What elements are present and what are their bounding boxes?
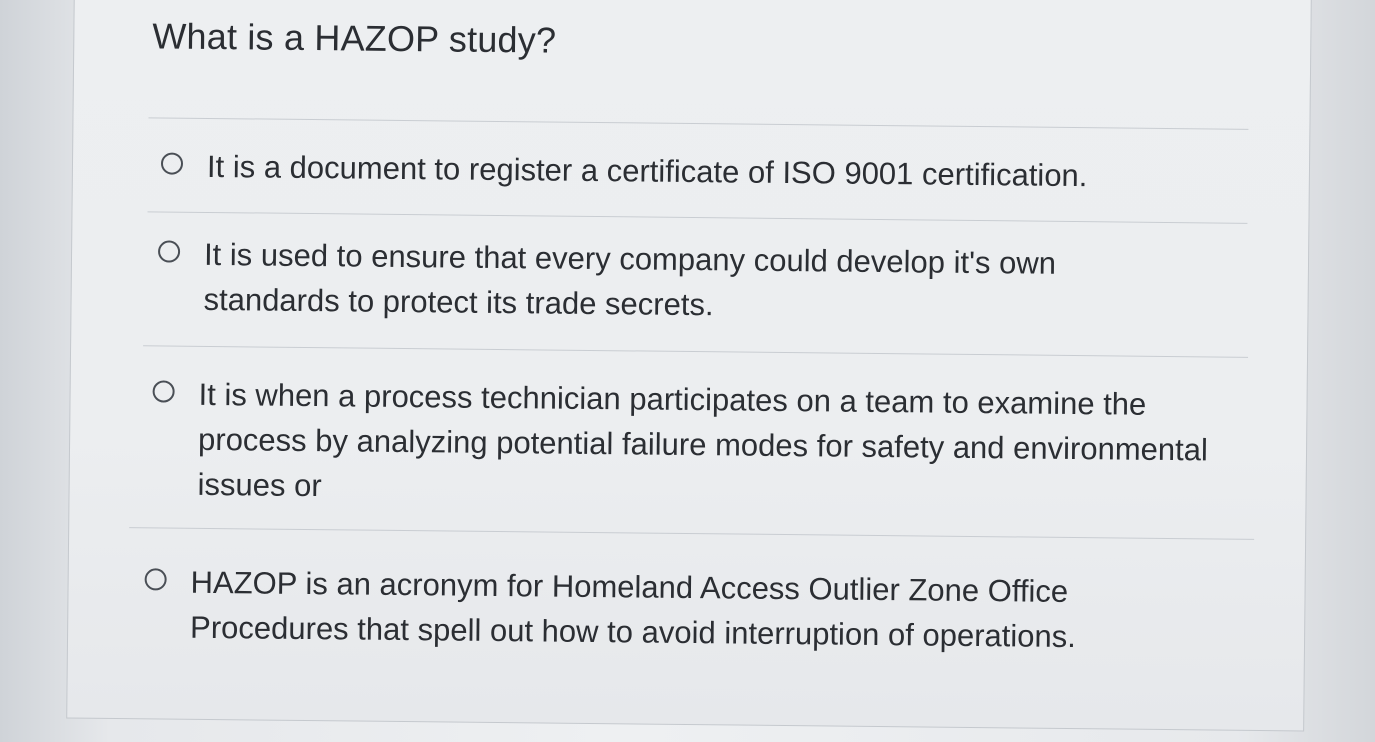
option-1-label: It is a document to register a certificate of ISO 9001 certification. — [206, 148, 1088, 194]
radio-button-icon[interactable] — [145, 568, 167, 590]
option-2-label: It is used to ensure that every company could develop it's own standards to protect its trade secrets. — [203, 236, 1057, 323]
divider — [143, 345, 1248, 358]
divider — [147, 211, 1247, 224]
option-3-label: It is when a process technician participates on a team to examine the process by analyzing potential failure modes for safety and environmental issues or — [197, 376, 1209, 504]
option-2[interactable] — [157, 231, 1118, 331]
option-4[interactable] — [144, 559, 1165, 660]
radio-button-icon[interactable] — [158, 240, 180, 262]
question-title: What is a HAZOP study? — [152, 15, 557, 61]
option-4-label: HAZOP is an acronym for Homeland Access Outlier Zone Office Procedures that spell out how to avoid interruption of operations. — [189, 564, 1077, 655]
radio-button-icon[interactable] — [153, 380, 175, 402]
divider — [129, 527, 1254, 540]
divider — [148, 117, 1248, 130]
option-3[interactable] — [151, 371, 1232, 517]
quiz-card — [66, 0, 1312, 731]
option-1[interactable] — [161, 143, 1241, 199]
radio-button-icon[interactable] — [161, 152, 183, 174]
